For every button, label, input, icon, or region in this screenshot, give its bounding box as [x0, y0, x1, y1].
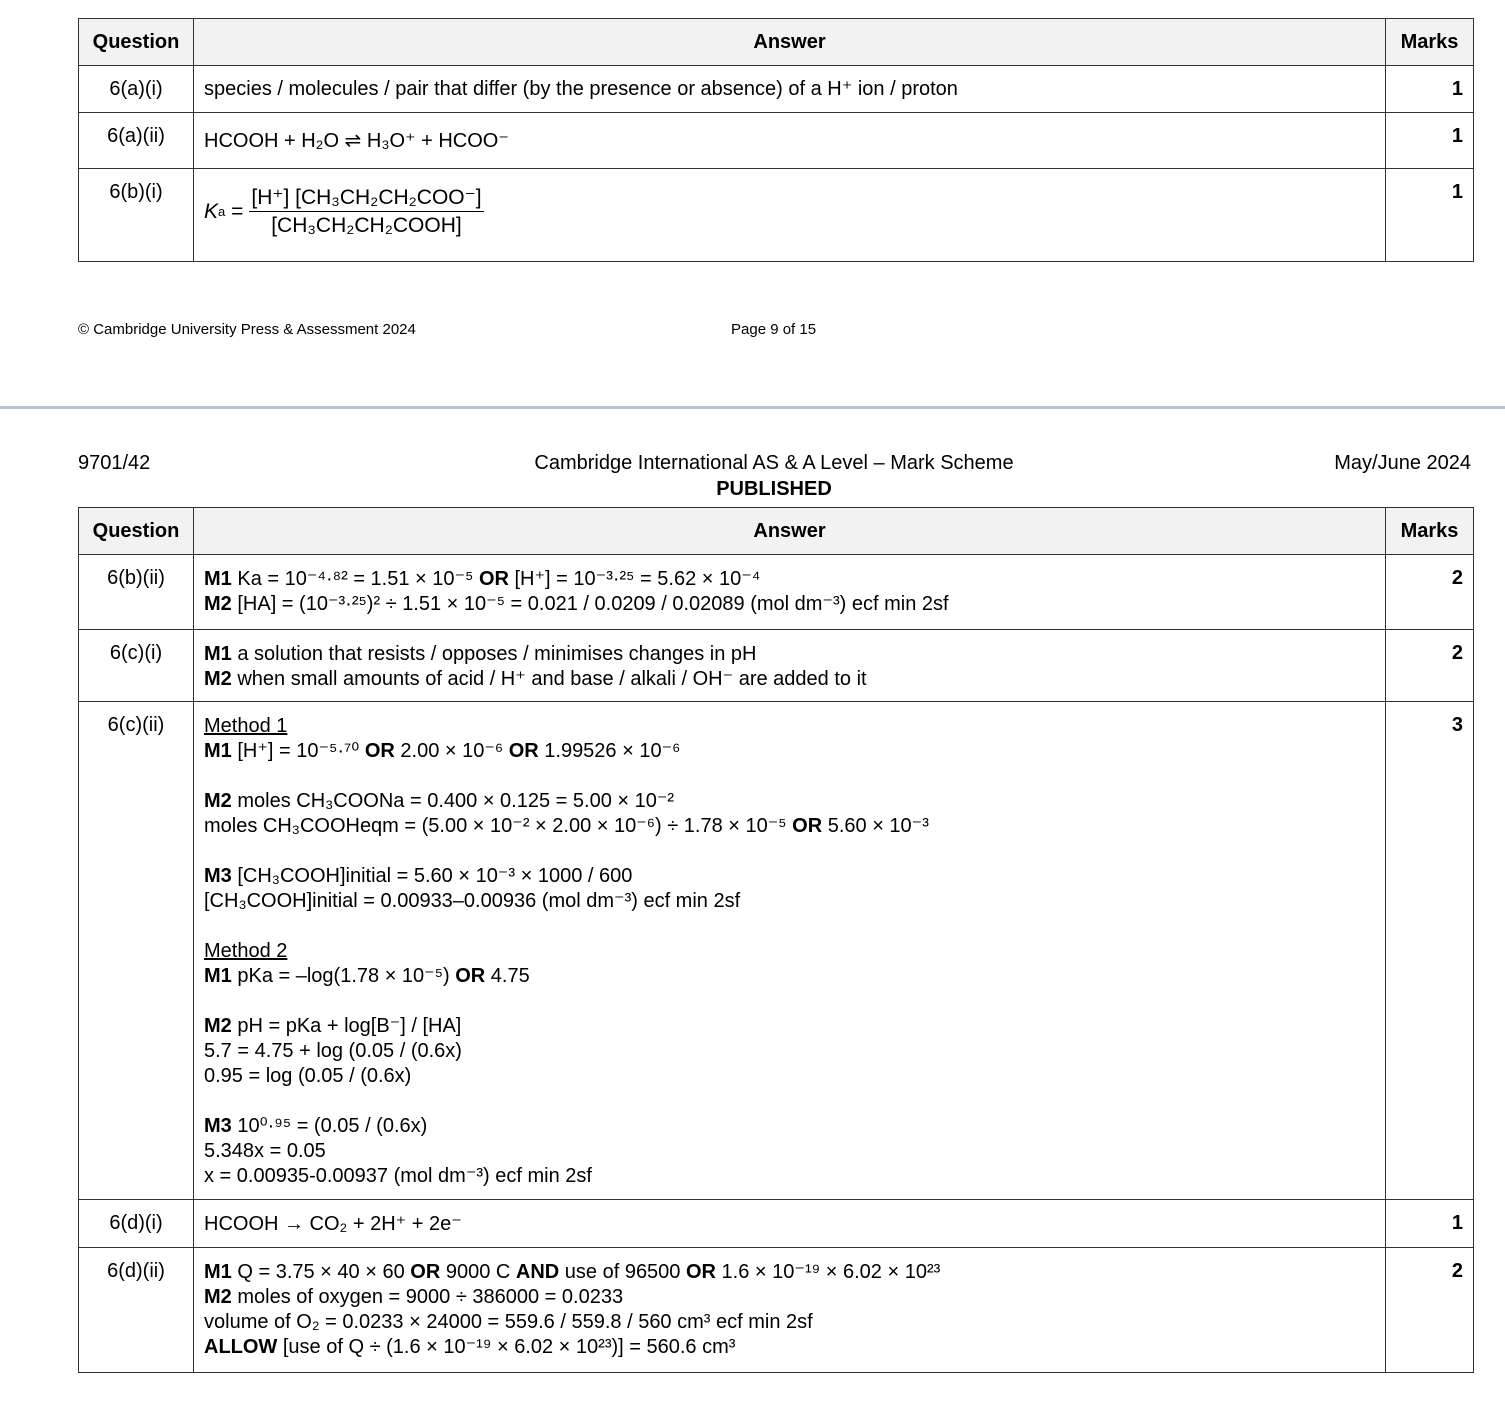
answer-cell: [194, 702, 1386, 1200]
equals-sign: =: [231, 200, 244, 223]
answer-line: M1 a solution that resists / opposes / minimises changes in pH: [204, 643, 757, 665]
ka-symbol: K: [204, 200, 219, 223]
question-number: 6(c)(i): [79, 630, 194, 702]
question-header: Question: [79, 508, 194, 555]
table-header-row: [79, 19, 1474, 66]
marks-value: 1: [1386, 113, 1474, 169]
document-title: Cambridge International AS & A Level – Mark Scheme: [534, 452, 1014, 474]
answer-equation: HCOOH → CO₂ + 2H⁺ + 2e⁻: [194, 1200, 1386, 1248]
answer-cell: [194, 1248, 1386, 1373]
question-number: 6(a)(i): [79, 66, 194, 113]
answer-line: moles CH₃COOHeqm = (5.00 × 10⁻² × 2.00 × 10⁻⁶) ÷ 1.78 × 10⁻⁵ OR 5.60 × 10⁻³: [204, 815, 929, 837]
question-number: 6(b)(ii): [79, 555, 194, 630]
ka-denominator: [CH₃CH₂CH₂COOH]: [271, 214, 462, 237]
ka-expression: [194, 169, 1386, 262]
table-header-row: [79, 508, 1474, 555]
answer-line: M3 [CH₃COOH]initial = 5.60 × 10⁻³ × 1000 / 600: [204, 865, 633, 887]
answer-header: Answer: [194, 19, 1386, 66]
answer-line: M2 moles of oxygen = 9000 ÷ 386000 = 0.0233: [204, 1286, 624, 1308]
method-heading: Method 2: [204, 940, 288, 962]
table-row: [79, 555, 1474, 630]
published-label: PUBLISHED: [716, 478, 832, 500]
answer-line: 0.95 = log (0.05 / (0.6x): [204, 1065, 412, 1087]
method-heading: Method 1: [204, 715, 288, 737]
answer-line: M2 [HA] = (10⁻³·²⁵)² ÷ 1.51 × 10⁻⁵ = 0.021 / 0.0209 / 0.02089 (mol dm⁻³) ecf min 2sf: [204, 593, 949, 615]
ka-numerator: [H⁺] [CH₃CH₂CH₂COO⁻]: [249, 185, 483, 212]
answer-line: M2 pH = pKa + log[B⁻] / [HA]: [204, 1015, 462, 1037]
question-header: Question: [79, 19, 194, 66]
page-separator: [0, 406, 1505, 409]
question-number: 6(a)(ii): [79, 113, 194, 169]
answer-text: species / molecules / pair that differ (by the presence or absence) of a H⁺ ion / proton: [194, 66, 1386, 113]
marks-value: 1: [1386, 66, 1474, 113]
exam-session: May/June 2024: [1334, 452, 1471, 474]
answer-line: x = 0.00935-0.00937 (mol dm⁻³) ecf min 2sf: [204, 1165, 592, 1187]
answer-cell: [194, 630, 1386, 702]
table-row: [79, 702, 1474, 1200]
question-number: 6(d)(i): [79, 1200, 194, 1248]
question-number: 6(d)(ii): [79, 1248, 194, 1373]
answer-header: Answer: [194, 508, 1386, 555]
marks-header: Marks: [1386, 19, 1474, 66]
answer-line: M3 10⁰·⁹⁵ = (0.05 / (0.6x): [204, 1115, 428, 1137]
marks-value: 2: [1386, 555, 1474, 630]
answer-line: 5.348x = 0.05: [204, 1140, 326, 1162]
answer-line: ALLOW [use of Q ÷ (1.6 × 10⁻¹⁹ × 6.02 × 10²³)] = 560.6 cm³: [204, 1336, 736, 1358]
ka-fraction: K a = $\frac{\text{[H⁺] [CH₃CH₂CH₂COO⁻]}}{\text{[CH₃CH₂CH₂COOH]}}$: [204, 186, 482, 237]
mark-scheme-table-page10: [78, 507, 1474, 1373]
answer-line: [CH₃COOH]initial = 0.00933–0.00936 (mol dm⁻³) ecf min 2sf: [204, 890, 741, 912]
table-row: [79, 1248, 1474, 1373]
copyright-footer: © Cambridge University Press & Assessment 2024: [78, 321, 416, 338]
answer-line: M1 Ka = 10⁻⁴·⁸² = 1.51 × 10⁻⁵ OR [H⁺] = 10⁻³·²⁵ = 5.62 × 10⁻⁴: [204, 568, 761, 590]
page-number: Page 9 of 15: [731, 321, 817, 338]
marks-header: Marks: [1386, 508, 1474, 555]
table-row: [79, 1200, 1474, 1248]
table-row: [79, 630, 1474, 702]
question-number: 6(c)(ii): [79, 702, 194, 1200]
table-row: [79, 169, 1474, 262]
paper-code: 9701/42: [78, 452, 151, 474]
answer-line: volume of O₂ = 0.0233 × 24000 = 559.6 / 559.8 / 560 cm³ ecf min 2sf: [204, 1311, 813, 1333]
answer-line: M2 moles CH₃COONa = 0.400 × 0.125 = 5.00 × 10⁻²: [204, 790, 675, 812]
answer-equation: HCOOH + H₂O ⇌ H₃O⁺ + HCOO⁻: [194, 113, 1386, 169]
answer-line: M1 [H⁺] = 10⁻⁵·⁷⁰ OR 2.00 × 10⁻⁶ OR 1.99526 × 10⁻⁶: [204, 740, 681, 762]
answer-line: M2 when small amounts of acid / H⁺ and base / alkali / OH⁻ are added to it: [204, 668, 867, 690]
answer-line: M1 Q = 3.75 × 40 × 60 OR 9000 C AND use of 96500 OR 1.6 × 10⁻¹⁹ × 6.02 × 10²³: [204, 1261, 941, 1283]
table-row: [79, 66, 1474, 113]
mark-scheme-table-page9: [78, 18, 1474, 262]
question-number: 6(b)(i): [79, 169, 194, 262]
table-row: [79, 113, 1474, 169]
marks-value: 2: [1386, 1248, 1474, 1373]
marks-value: 1: [1386, 1200, 1474, 1248]
answer-cell: [194, 555, 1386, 630]
marks-value: 2: [1386, 630, 1474, 702]
answer-line: M1 pKa = –log(1.78 × 10⁻⁵) OR 4.75: [204, 965, 530, 987]
marks-value: 3: [1386, 702, 1474, 1200]
answer-line: 5.7 = 4.75 + log (0.05 / (0.6x): [204, 1040, 462, 1062]
marks-value: 1: [1386, 169, 1474, 262]
